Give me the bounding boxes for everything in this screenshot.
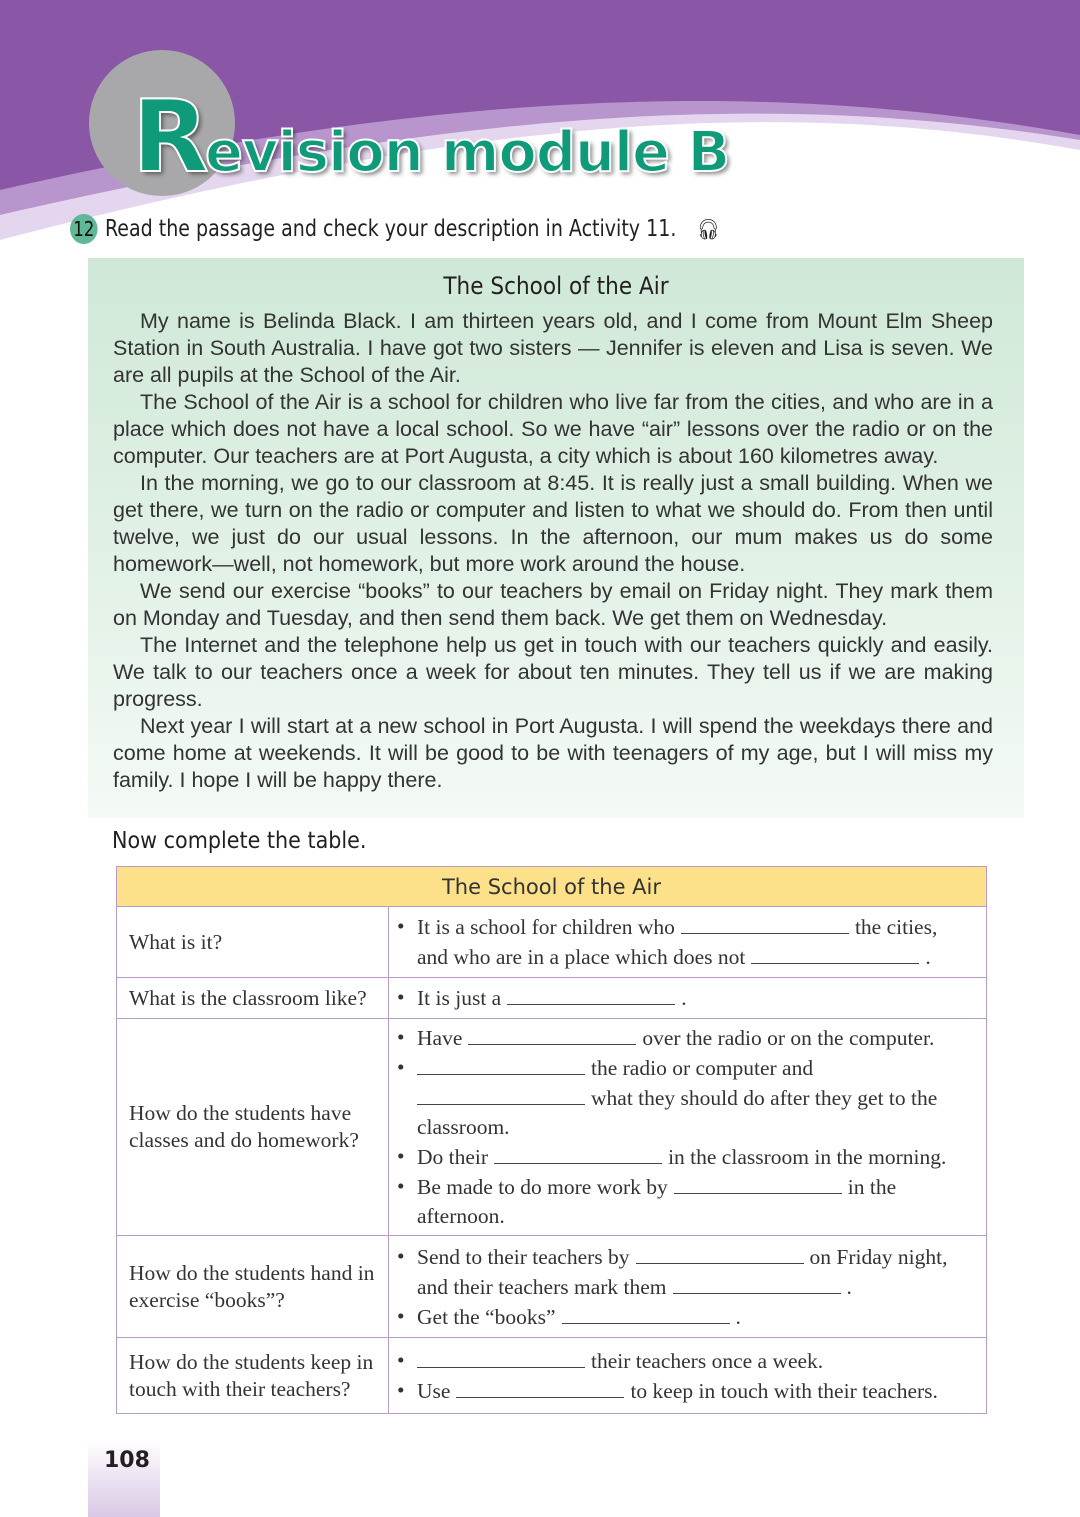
activity-instruction [70, 214, 720, 244]
blank[interactable] [751, 942, 919, 964]
blank[interactable] [456, 1376, 624, 1398]
table-row [117, 1019, 987, 1236]
question-cell: How do the students hand in exercise “books”? [117, 1236, 389, 1338]
blank[interactable] [681, 912, 849, 934]
answer-cell: • Send to their teachers by on Friday night, and their teachers mark them . • Get the “books” . [389, 1236, 987, 1338]
completion-table [116, 866, 987, 1414]
blank[interactable] [507, 983, 675, 1005]
question-cell: How do the students keep in touch with their teachers? [117, 1338, 389, 1414]
paragraph: Next year I will start at a new school in Port Augusta. I will spend the weekdays there and come home at weekends. It will be good to be with teenagers of my age, but I will miss my family. I hope I will be happy there. [113, 714, 993, 792]
table-header: The School of the Air [117, 867, 987, 907]
instruction-text: Read the passage and check your description in Activity 11. [104, 216, 677, 242]
blank[interactable] [494, 1142, 662, 1164]
question-cell: What is the classroom like? [117, 978, 389, 1019]
table-row [117, 1338, 987, 1414]
blank[interactable] [417, 1346, 585, 1368]
page-number: 108 [88, 1440, 160, 1517]
answer-cell: • It is just a . [389, 978, 987, 1019]
blank[interactable] [417, 1083, 585, 1105]
blank[interactable] [674, 1172, 842, 1194]
paragraph: In the morning, we go to our classroom at 8:45. It is really just a small building. When we get there, we turn on the radio or computer and listen to what we should do. From then until twelve, we just do our usual lessons. In the afternoon, our mum makes us do some homework—well, not homework, but more work around the house. [113, 471, 993, 576]
paragraph: We send our exercise “books” to our teachers by email on Friday night. They mark them on Monday and Tuesday, and then send them back. We get them on Wednesday. [113, 579, 993, 630]
reading-passage [88, 258, 1024, 818]
headphones-icon[interactable]: 🎧︎ [696, 217, 720, 241]
task-instruction: Now complete the table. [112, 828, 367, 854]
paragraph: The Internet and the telephone help us get in touch with our teachers quickly and easily. We talk to our teachers once a week for about ten minutes. They tell us if we are making progress. [113, 633, 993, 711]
page-title: Revision module B [132, 78, 730, 195]
answer-cell: • their teachers once a week. • Use to keep in touch with their teachers. [389, 1338, 987, 1414]
answer-cell: • Have over the radio or on the computer. • the radio or computer and what they should do after they get to the classroom. • Do their in the classroom in the morning. • Be made to do more work by in the afternoon. [389, 1019, 987, 1236]
table-row [117, 1236, 987, 1338]
question-cell: How do the students have classes and do homework? [117, 1019, 389, 1236]
paragraph: The School of the Air is a school for children who live far from the cities, and who are in a place which does not have a local school. So we have “air” lessons over the radio or on the computer. Our teachers are at Port Augusta, a city which is about 160 kilometres away. [113, 390, 993, 468]
answer-cell: • It is a school for children who the cities, and who are in a place which does not . [389, 907, 987, 978]
blank[interactable] [673, 1272, 841, 1294]
table-row [117, 907, 987, 978]
paragraph: My name is Belinda Black. I am thirteen years old, and I come from Mount Elm Sheep Station in South Australia. I have got two sisters — Jennifer is eleven and Lisa is seven. We are all pupils at the School of the Air. [113, 309, 993, 387]
blank[interactable] [562, 1302, 730, 1324]
activity-number: 12 [70, 214, 98, 244]
blank[interactable] [636, 1242, 804, 1264]
passage-title: The School of the Air [443, 272, 669, 300]
question-cell: What is it? [117, 907, 389, 978]
blank[interactable] [468, 1023, 636, 1045]
table-row [117, 978, 987, 1019]
blank[interactable] [417, 1053, 585, 1075]
